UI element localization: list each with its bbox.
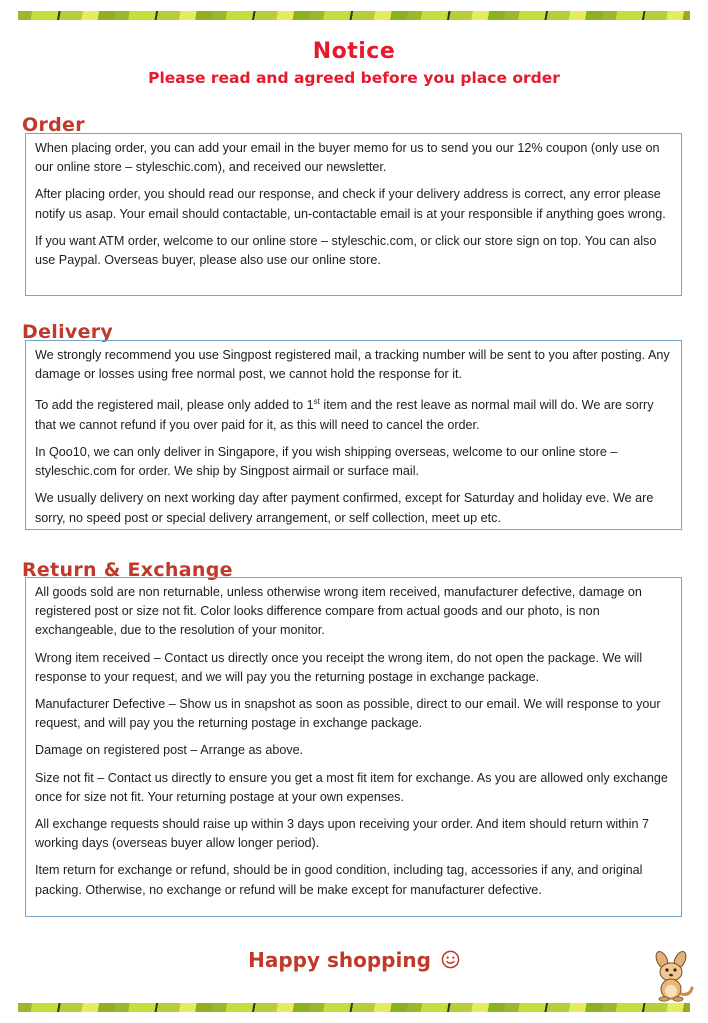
- delivery-text-part: To add the registered mail, please only added to 1: [35, 398, 314, 413]
- delivery-paragraph: In Qoo10, we can only deliver in Singapore, if you wish shipping overseas, welcome to our online store – styleschic.com for order. We ship by Singpost airmail or surface mail.: [35, 445, 618, 479]
- return-paragraph: Manufacturer Defective – Show us in snapshot as soon as possible, direct to our email. We will response to your request, and will pay you the returning postage in exchange package.: [35, 697, 661, 731]
- ordinal-suffix: st: [313, 397, 320, 407]
- delivery-paragraph: We strongly recommend you use Singpost registered mail, a tracking number will be sent to you after posting. Any damage or losses using free normal post, we cannot hold the response for it.: [35, 348, 670, 382]
- happy-shopping-footer: [0, 948, 708, 972]
- return-paragraph: Size not fit – Contact us directly to ensure you get a most fit item for exchange. As you are allowed only exchange once for size not fit. Your returning postage at your own expenses.: [35, 770, 668, 804]
- section-box-order: [25, 133, 682, 296]
- happy-shopping-text: Happy shopping: [248, 948, 431, 972]
- order-paragraph: After placing order, you should read our response, and check if your delivery address is correct, any error please notify us asap. Your email should contactable, un-contactable email is at your responsible if anything goes wrong.: [35, 187, 666, 221]
- return-paragraph: All exchange requests should raise up within 3 days upon receiving your order. And item should return within 7 working days (overseas buyer allow longer period).: [35, 817, 649, 851]
- section-box-delivery: [25, 340, 682, 530]
- smiley-icon: [441, 950, 460, 969]
- delivery-paragraph: We usually delivery on next working day after payment confirmed, except for Saturday and holiday eve. We are sorry, no speed post or special delivery arrangement, or self collection, meet up etc.: [35, 491, 654, 525]
- kangaroo-mascot-icon: [650, 950, 694, 1002]
- order-paragraph: If you want ATM order, welcome to our online store – styleschic.com, or click our store sign on top. You can also use Paypal. Overseas buyer, please also use our online store.: [35, 233, 657, 268]
- return-paragraph: Item return for exchange or refund, should be in good condition, including tag, accessories if any, and original packing. Otherwise, no exchange or refund will be make except for manufacturer defective.: [35, 863, 643, 897]
- return-paragraph: Wrong item received – Contact us directly once you receipt the wrong item, do not open the package. We will response to your request, and we will pay you the returning postage in exchange package.: [35, 650, 643, 684]
- decorative-top-bar: [18, 11, 690, 20]
- section-title-return-exchange: Return & Exchange: [22, 559, 233, 581]
- delivery-text-part: item and the rest leave as normal mail will do. We are sorry that we cannot refund if you over paid for it, as this will need to cancel the order.: [35, 398, 654, 432]
- section-title-order: Order: [22, 114, 85, 136]
- return-paragraph: All goods sold are non returnable, unless otherwise wrong item received, manufacturer defective, damage on registered post or size not fit. Color looks difference compare from actual goods and our photo, is non exchangeable, due to the resolution of your monitor.: [35, 585, 642, 638]
- return-paragraph: Damage on registered post – Arrange as above.: [35, 743, 304, 758]
- page-subtitle: Please read and agreed before you place order: [148, 69, 560, 87]
- section-title-delivery: Delivery: [22, 321, 114, 343]
- delivery-paragraph-registered-mail: [35, 392, 671, 435]
- order-paragraph: When placing order, you can add your email in the buyer memo for us to send you our 12% coupon (only use on our online store – styleschic.com), and received our newsletter.: [35, 141, 660, 175]
- page-title: Notice: [312, 39, 396, 64]
- decorative-bottom-bar: [18, 1003, 690, 1012]
- section-box-return-exchange: [25, 577, 682, 917]
